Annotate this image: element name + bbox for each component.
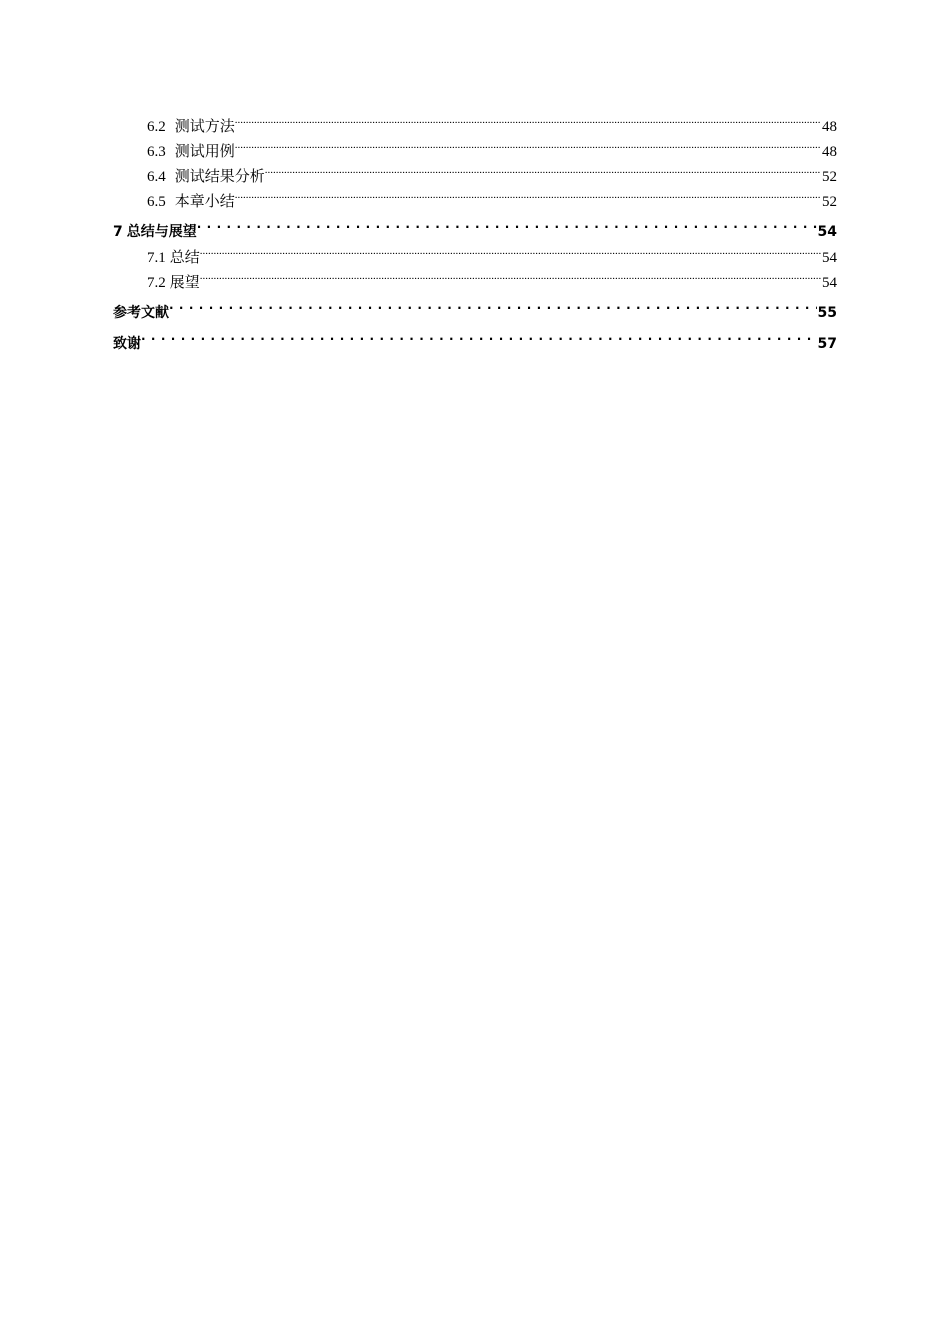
dot-leader [197,222,817,236]
dot-leader [235,191,821,206]
toc-entry-number: 6.4 [147,169,166,185]
toc-entry-page: 48 [822,144,837,160]
dot-leader [141,334,817,348]
toc-entry-6-2[interactable] [113,115,837,140]
toc-entry-number: 6.2 [147,119,166,135]
toc-chapter-7[interactable] [113,218,837,246]
dot-leader [235,116,821,131]
toc-entry-number: 7.2 [147,275,166,291]
toc-entry-title: 本章小结 [174,194,235,210]
toc-chapter-title: 参考文献 [113,305,169,321]
toc-chapter-page: 55 [817,305,837,321]
dot-leader [200,272,821,287]
toc-entry-page: 52 [822,169,837,185]
toc-chapter-page: 54 [817,224,837,240]
dot-leader [265,166,821,181]
toc-entry-title: 测试结果分析 [174,169,265,185]
toc-chapter-number: 7 [113,224,123,240]
toc-chapter-title: 致谢 [113,336,141,352]
toc-entry-title: 总结 [169,250,200,266]
dot-leader [235,141,821,156]
toc-chapter-title: 总结与展望 [126,224,197,240]
table-of-contents [113,115,837,358]
toc-entry-number: 6.3 [147,144,166,160]
toc-chapter-page: 57 [817,336,837,352]
toc-entry-number: 7.1 [147,250,166,266]
toc-entry-page: 48 [822,119,837,135]
toc-entry-6-4[interactable] [113,165,837,190]
toc-entry-title: 展望 [169,275,200,291]
toc-entry-title: 测试用例 [174,144,235,160]
toc-entry-number: 6.5 [147,194,166,210]
toc-entry-page: 54 [822,250,837,266]
toc-entry-6-3[interactable] [113,140,837,165]
toc-chapter-acknowledgements[interactable] [113,330,837,358]
dot-leader [200,247,821,262]
toc-chapter-references[interactable] [113,299,837,327]
toc-entry-page: 54 [822,275,837,291]
toc-entry-title: 测试方法 [174,119,235,135]
dot-leader [169,303,817,317]
toc-entry-page: 52 [822,194,837,210]
toc-entry-7-1[interactable] [113,246,837,271]
toc-entry-6-5[interactable] [113,190,837,215]
toc-entry-7-2[interactable] [113,271,837,296]
